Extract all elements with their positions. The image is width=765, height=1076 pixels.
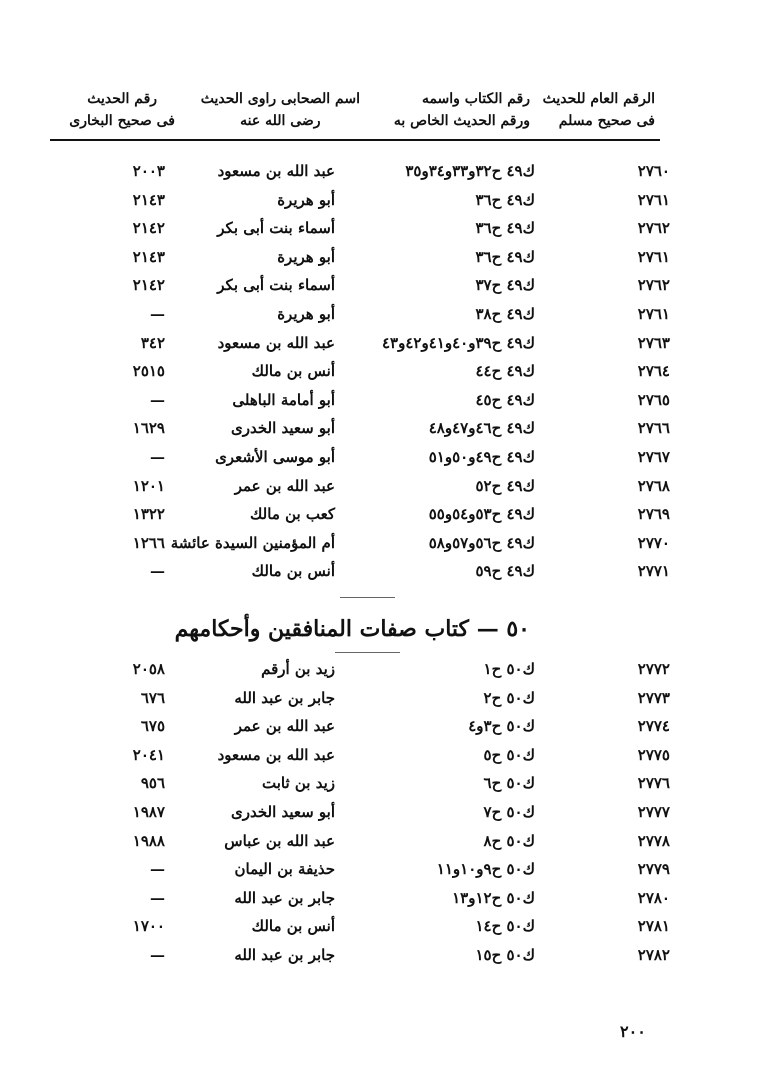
table-row xyxy=(0,214,765,242)
narrator-cell: زيد بن أرقم xyxy=(261,660,335,678)
header-bukhari-number-line2: فى صحيح البخارى xyxy=(69,113,175,129)
book-reference-cell: ك٤٩ ح٥٣و٥٤و٥٥ xyxy=(428,505,535,524)
bukhari-number-cell: — xyxy=(150,860,165,879)
table-row xyxy=(0,941,765,969)
hadith-number-cell: ٢٧٧٣ xyxy=(637,688,670,707)
narrator-cell: أم المؤمنين السيدة عائشة xyxy=(170,533,335,552)
narrator-cell: أسماء بنت أبى بكر xyxy=(217,276,335,295)
bukhari-number-cell: ٢١٤٣ xyxy=(132,247,165,266)
table-row xyxy=(0,912,765,940)
bukhari-number-cell: ٢٠٥٨ xyxy=(132,660,165,678)
book-reference-cell: ك٤٩ ح٣٦ xyxy=(475,219,535,238)
book-reference-cell: ك٤٩ ح٣٩و٤٠و٤١و٤٢و٤٣ xyxy=(381,333,535,352)
table-row xyxy=(0,798,765,826)
narrator-cell: أبو سعيد الخدرى xyxy=(230,803,335,821)
hadith-number-cell: ٢٧٨١ xyxy=(637,917,670,936)
book-reference-cell: ك٥٠ ح٢ xyxy=(483,688,535,707)
bukhari-number-cell: ١٧٠٠ xyxy=(132,917,165,936)
bukhari-number-cell: ٢٥١٥ xyxy=(132,362,165,381)
narrator-cell: حذيفة بن اليمان xyxy=(234,860,335,879)
bukhari-number-cell: ١٦٢٩ xyxy=(132,419,165,438)
narrator-cell: أنس بن مالك xyxy=(251,562,335,581)
header-hadith-number-line1: الرقم العام للحديث xyxy=(542,91,655,107)
table-row xyxy=(0,357,765,385)
header-narrator-line1: اسم الصحابى راوى الحديث xyxy=(200,91,360,107)
narrator-cell: أنس بن مالك xyxy=(251,362,335,381)
hadith-number-cell: ٢٧٧١ xyxy=(637,562,670,581)
hadith-number-cell: ٢٧٦١ xyxy=(637,247,670,266)
book-reference-cell: ك٤٩ ح٤٦و٤٧و٤٨ xyxy=(428,419,535,438)
book-reference-cell: ك٤٩ ح٣٦ xyxy=(475,190,535,209)
book-reference-cell: ك٥٠ ح١٢و١٣ xyxy=(452,888,535,907)
table-row xyxy=(0,443,765,471)
narrator-cell: جابر بن عبد الله xyxy=(234,688,335,707)
hadith-number-cell: ٢٧٦١ xyxy=(637,190,670,209)
hadith-number-cell: ٢٧٦١ xyxy=(637,305,670,323)
hadith-number-cell: ٢٧٨٢ xyxy=(637,946,670,964)
narrator-cell: أبو سعيد الخدرى xyxy=(230,419,335,438)
bukhari-number-cell: ١٣٢٢ xyxy=(132,505,165,524)
header-book-reference-line1: رقم الكتاب واسمه xyxy=(421,91,530,107)
header-narrator-line2: رضى الله عنه xyxy=(240,113,321,129)
table-row xyxy=(0,414,765,442)
table-row xyxy=(0,684,765,712)
bukhari-number-cell: ٦٧٥ xyxy=(140,717,165,736)
book-reference-cell: ك٤٩ ح٤٩و٥٠و٥١ xyxy=(428,448,535,466)
hadith-number-cell: ٢٧٧٤ xyxy=(637,717,670,736)
bukhari-number-cell: ١٩٨٨ xyxy=(132,831,165,850)
header-bukhari-number-line1: رقم الحديث xyxy=(87,91,158,107)
hadith-number-cell: ٢٧٧٨ xyxy=(637,831,670,850)
table-row xyxy=(0,329,765,357)
bukhari-number-cell: ٢٠٠٣ xyxy=(132,162,165,180)
book-reference-cell: ك٥٠ ح١ xyxy=(483,660,535,678)
bukhari-number-cell: ٢١٤٢ xyxy=(132,219,165,238)
narrator-cell: عبد الله بن عباس xyxy=(224,831,335,850)
narrator-cell: أنس بن مالك xyxy=(251,917,335,936)
bukhari-number-cell: — xyxy=(150,562,165,581)
bukhari-number-cell: ٩٥٦ xyxy=(140,774,165,793)
narrator-cell: عبد الله بن مسعود xyxy=(217,162,335,180)
hadith-number-cell: ٢٧٦٣ xyxy=(637,333,670,352)
section-divider-top xyxy=(340,597,395,598)
section-divider-bottom xyxy=(335,652,400,653)
narrator-cell: عبد الله بن عمر xyxy=(234,717,335,736)
book-reference-cell: ك٥٠ ح٩و١٠و١١ xyxy=(436,860,535,879)
hadith-number-cell: ٢٧٧٥ xyxy=(637,745,670,764)
hadith-number-cell: ٢٧٦٢ xyxy=(637,219,670,238)
book-reference-cell: ك٤٩ ح٥٦و٥٧و٥٨ xyxy=(428,533,535,552)
bukhari-number-cell: — xyxy=(150,305,165,323)
hadith-number-cell: ٢٧٧٢ xyxy=(637,660,670,678)
page-number: ٢٠٠ xyxy=(620,1022,646,1041)
header-book-reference-line2: ورقم الحديث الخاص به xyxy=(393,113,530,129)
narrator-cell: عبد الله بن عمر xyxy=(234,476,335,495)
header-narrator xyxy=(201,88,360,132)
book-reference-cell: ك٤٩ ح٣٧ xyxy=(475,276,535,295)
header-hadith-number-line2: فى صحيح مسلم xyxy=(558,113,655,129)
table-row xyxy=(0,157,765,185)
hadith-number-cell: ٢٧٧٦ xyxy=(637,774,670,793)
bukhari-number-cell: ١٩٨٧ xyxy=(132,803,165,821)
narrator-cell: أبو هريرة xyxy=(277,247,335,266)
narrator-cell: زيد بن ثابت xyxy=(262,774,335,793)
book-reference-cell: ك٥٠ ح٥ xyxy=(483,745,535,764)
bukhari-number-cell: ٢١٤٣ xyxy=(132,190,165,209)
bukhari-number-cell: ١٢٦٦ xyxy=(132,533,165,552)
table-row xyxy=(0,243,765,271)
header-hadith-number xyxy=(543,88,655,132)
bukhari-number-cell: ٢١٤٢ xyxy=(132,276,165,295)
table-row xyxy=(0,557,765,585)
hadith-number-cell: ٢٧٦٨ xyxy=(637,476,670,495)
table-row xyxy=(0,855,765,883)
bukhari-number-cell: — xyxy=(150,390,165,409)
book-reference-cell: ك٥٠ ح٣و٤ xyxy=(468,717,535,736)
narrator-cell: جابر بن عبد الله xyxy=(234,888,335,907)
table-row xyxy=(0,529,765,557)
book-reference-cell: ك٤٩ ح٤٤ xyxy=(475,362,535,381)
book-reference-cell: ك٥٠ ح١٥ xyxy=(475,946,535,964)
book-reference-cell: ك٥٠ ح٦ xyxy=(483,774,535,793)
hadith-number-cell: ٢٧٦٦ xyxy=(637,419,670,438)
book-reference-cell: ك٤٩ ح٣٢و٣٣و٣٤و٣٥ xyxy=(405,162,535,180)
book-reference-cell: ك٤٩ ح٣٦ xyxy=(475,247,535,266)
book-reference-cell: ك٤٩ ح٤٥ xyxy=(475,390,535,409)
hadith-number-cell: ٢٧٦٢ xyxy=(637,276,670,295)
hadith-number-cell: ٢٧٦٧ xyxy=(637,448,670,466)
hadith-number-cell: ٢٧٦٤ xyxy=(637,362,670,381)
book-reference-cell: ك٥٠ ح١٤ xyxy=(475,917,535,936)
table-row xyxy=(0,472,765,500)
narrator-cell: أبو أمامة الباهلى xyxy=(232,390,335,409)
bukhari-number-cell: — xyxy=(150,448,165,466)
book-reference-cell: ك٥٠ ح٨ xyxy=(483,831,535,850)
book-reference-cell: ك٤٩ ح٥٢ xyxy=(475,476,535,495)
narrator-cell: عبد الله بن مسعود xyxy=(217,745,335,764)
book-reference-cell: ك٤٩ ح٥٩ xyxy=(475,562,535,581)
narrator-cell: أبو موسى الأشعرى xyxy=(215,448,335,466)
table-row xyxy=(0,741,765,769)
table-row xyxy=(0,186,765,214)
narrator-cell: جابر بن عبد الله xyxy=(234,946,335,964)
hadith-number-cell: ٢٧٦٩ xyxy=(637,505,670,524)
narrator-cell: كعب بن مالك xyxy=(250,505,335,524)
book-reference-cell: ك٥٠ ح٧ xyxy=(483,803,535,821)
hadith-number-cell: ٢٧٦٠ xyxy=(637,162,670,180)
bukhari-number-cell: ١٢٠١ xyxy=(132,476,165,495)
hadith-number-cell: ٢٧٦٥ xyxy=(637,390,670,409)
table-row xyxy=(0,827,765,855)
hadith-number-cell: ٢٧٧٧ xyxy=(637,803,670,821)
narrator-cell: أسماء بنت أبى بكر xyxy=(217,219,335,238)
table-row xyxy=(0,500,765,528)
bukhari-number-cell: — xyxy=(150,888,165,907)
bukhari-number-cell: ٦٧٦ xyxy=(140,688,165,707)
header-rule xyxy=(50,139,660,141)
table-row xyxy=(0,884,765,912)
table-row xyxy=(0,300,765,328)
header-book-reference xyxy=(394,88,530,132)
table-row xyxy=(0,769,765,797)
narrator-cell: أبو هريرة xyxy=(277,305,335,323)
bukhari-number-cell: ٢٠٤١ xyxy=(132,745,165,764)
header-bukhari-number xyxy=(69,88,175,132)
section-title: ٥٠ — كتاب صفات المنافقين وأحكامهم xyxy=(174,616,530,642)
bukhari-number-cell: ٣٤٢ xyxy=(140,333,165,352)
bukhari-number-cell: — xyxy=(150,946,165,964)
table-row xyxy=(0,712,765,740)
narrator-cell: أبو هريرة xyxy=(277,190,335,209)
hadith-number-cell: ٢٧٧٠ xyxy=(637,533,670,552)
table-row xyxy=(0,271,765,299)
table-row xyxy=(0,386,765,414)
hadith-number-cell: ٢٧٧٩ xyxy=(637,860,670,879)
book-reference-cell: ك٤٩ ح٣٨ xyxy=(475,305,535,323)
narrator-cell: عبد الله بن مسعود xyxy=(217,333,335,352)
table-row xyxy=(0,655,765,683)
hadith-number-cell: ٢٧٨٠ xyxy=(637,888,670,907)
